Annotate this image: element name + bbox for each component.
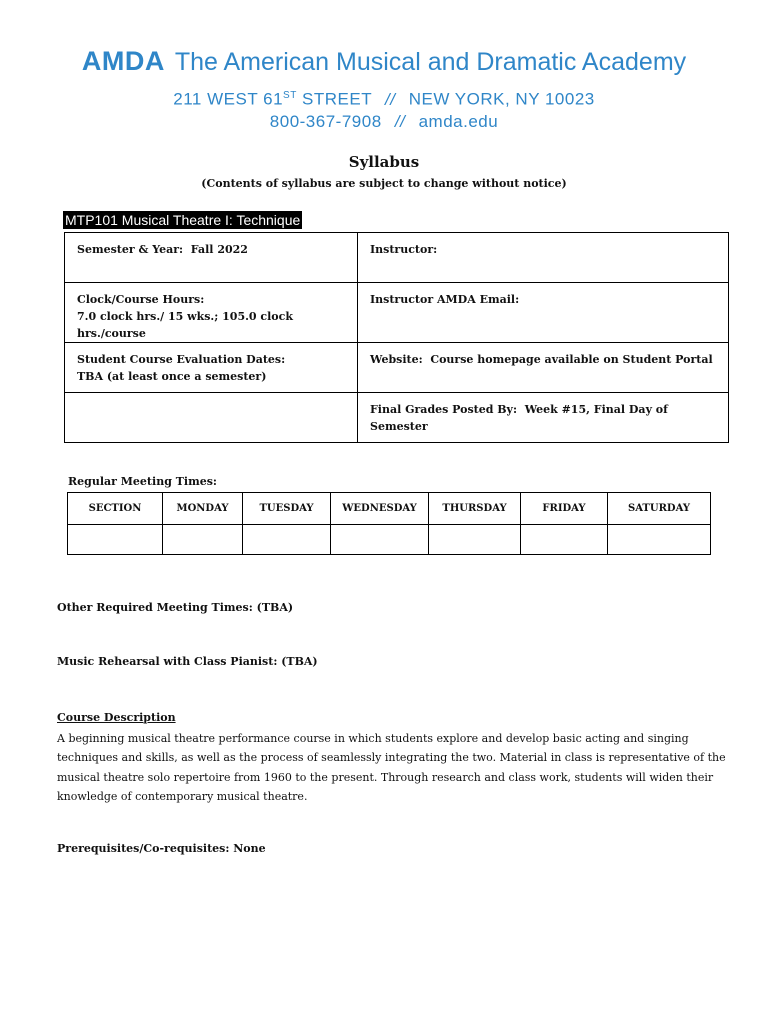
course-info-table xyxy=(64,232,729,443)
meeting-times-table xyxy=(67,492,711,555)
table-header-row xyxy=(68,493,711,525)
column-header-section: SECTION xyxy=(68,493,163,525)
column-header-thursday: THURSDAY xyxy=(429,493,521,525)
instructor-email-label: Instructor AMDA Email: xyxy=(370,293,520,306)
semester-line xyxy=(77,241,345,258)
course-description-body: A beginning musical theatre performance course in which students explore and develop basic acting and singing techniques and skills, as well as the process of seamlessly integrating the two. Material in class is representative of the musical theatre solo repertoire from 1960 to the present. Through research and class work, students will widen their knowledge of contemporary musical theatre. xyxy=(57,732,726,803)
table-cell xyxy=(429,525,521,555)
table-cell xyxy=(521,525,608,555)
instructor-label: Instructor: xyxy=(370,243,438,256)
course-description-title: Course Description xyxy=(57,711,176,724)
final-grades-value: Week #15, Final Day of Semester xyxy=(370,403,668,433)
separator: // xyxy=(385,89,396,109)
music-rehearsal: Music Rehearsal with Class Pianist: (TBA) xyxy=(57,655,318,668)
table-row xyxy=(65,343,729,393)
instructor-email-cell xyxy=(358,283,729,343)
letterhead-brand xyxy=(0,44,768,79)
prerequisites: Prerequisites/Co-requisites: None xyxy=(57,842,266,855)
column-header-saturday: SATURDAY xyxy=(608,493,711,525)
semester-cell xyxy=(65,233,358,283)
website-link: amda.edu xyxy=(418,111,499,131)
amda-logo: AMDA xyxy=(81,46,165,76)
table-row xyxy=(68,525,711,555)
final-grades-line xyxy=(370,401,716,435)
table-row xyxy=(65,283,729,343)
website-line xyxy=(370,351,716,368)
table-cell xyxy=(331,525,429,555)
instructor-cell xyxy=(358,233,729,283)
final-grades-cell xyxy=(358,393,729,443)
meeting-times-label: Regular Meeting Times: xyxy=(68,475,217,488)
evaluation-label: Student Course Evaluation Dates: xyxy=(77,353,286,366)
table-row xyxy=(65,233,729,283)
semester-value: Fall 2022 xyxy=(190,243,248,256)
column-header-friday: FRIDAY xyxy=(521,493,608,525)
table-row xyxy=(65,393,729,443)
evaluation-value: TBA (at least once a semester) xyxy=(77,370,267,383)
table-cell xyxy=(68,525,163,555)
address-suffix: ST xyxy=(283,90,297,101)
clock-hours-label: Clock/Course Hours: xyxy=(77,293,205,306)
column-header-tuesday: TUESDAY xyxy=(243,493,331,525)
address-street-number: 211 WEST 61 xyxy=(173,89,284,109)
semester-label: Semester & Year: xyxy=(77,243,184,256)
other-required-meeting-times: Other Required Meeting Times: (TBA) xyxy=(57,601,294,614)
separator: // xyxy=(394,111,406,131)
letterhead-address xyxy=(0,85,768,111)
final-grades-label: Final Grades Posted By: xyxy=(370,403,518,416)
column-header-wednesday: WEDNESDAY xyxy=(331,493,429,525)
document-title: Syllabus xyxy=(348,153,420,171)
address-city: NEW YORK, NY 10023 xyxy=(408,89,595,109)
address-street: STREET xyxy=(296,89,372,109)
table-cell xyxy=(608,525,711,555)
website-cell xyxy=(358,343,729,393)
document-subtitle: (Contents of syllabus are subject to change without notice) xyxy=(201,177,567,190)
letterhead-contact xyxy=(0,111,768,133)
clock-hours-value: 7.0 clock hrs./ 15 wks.; 105.0 clock hrs./course xyxy=(77,310,293,340)
academy-name: The American Musical and Dramatic Academy xyxy=(174,48,687,76)
phone-number: 800-367-7908 xyxy=(269,111,382,131)
table-cell xyxy=(243,525,331,555)
clock-hours-cell xyxy=(65,283,358,343)
letterhead xyxy=(0,44,768,133)
website-label: Website: xyxy=(370,353,423,366)
website-value: Course homepage available on Student Portal xyxy=(430,353,713,366)
evaluation-cell xyxy=(65,343,358,393)
course-heading: MTP101 Musical Theatre I: Technique xyxy=(65,212,301,228)
table-cell xyxy=(163,525,243,555)
column-header-monday: MONDAY xyxy=(163,493,243,525)
empty-cell xyxy=(65,393,358,443)
